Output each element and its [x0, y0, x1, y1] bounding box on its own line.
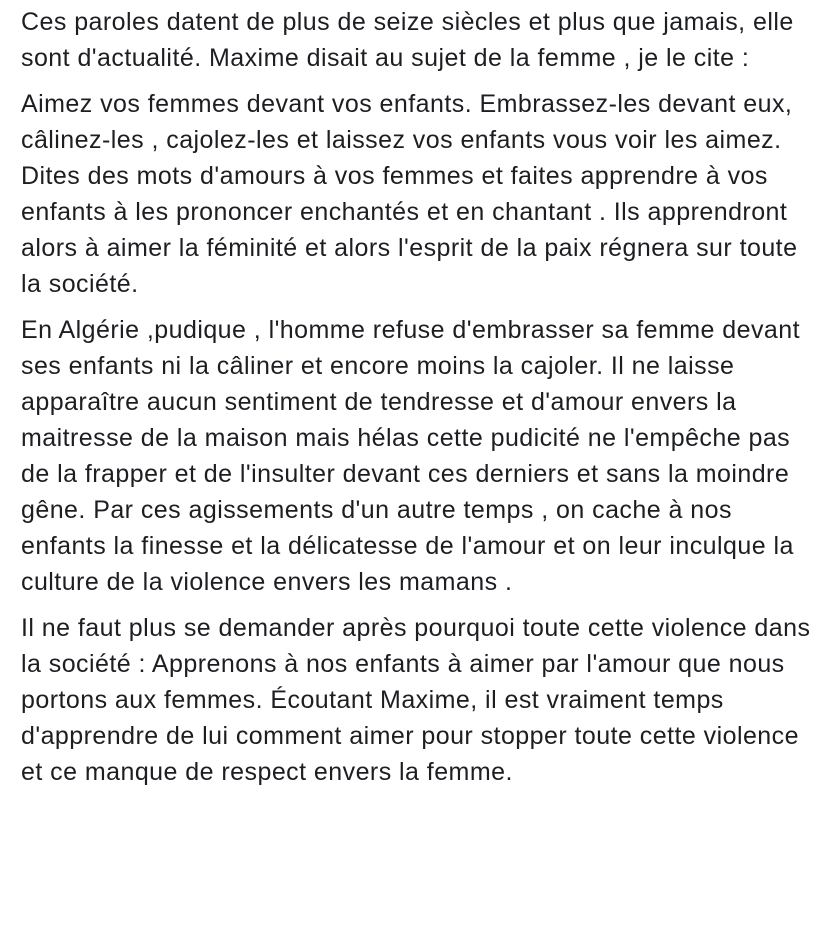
- post-paragraph-3: En Algérie ,pudique , l'homme refuse d'embrasser sa femme devant ses enfants ni la câliner et encore moins la cajoler. Il ne laisse apparaître aucun sentiment de tendresse et d'amour envers la maitresse de la maison mais hélas cette pudicité ne l'empêche pas de la frapper et de l'insulter devant ces derniers et sans la moindre gêne. Par ces agissements d'un autre temps , on cache à nos enfants la finesse et la délicatesse de l'amour et on leur inculque la culture de la violence envers les mamans .: [21, 316, 801, 596]
- post-paragraph-4: Il ne faut plus se demander après pourquoi toute cette violence dans la société : Apprenons à nos enfants à aimer par l'amour que nous portons aux femmes. Écoutant Maxime, il est vraiment temps d'apprendre de lui comment aimer pour stopper toute cette violence et ce manque de respect envers la femme.: [21, 614, 811, 786]
- post-paragraph-2: Aimez vos femmes devant vos enfants. Embrassez-les devant eux, câlinez-les , cajolez-les et laissez vos enfants vous voir les aimez. Dites des mots d'amours à vos femmes et faites apprendre à vos enfants à les prononcer enchantés et en chantant . Ils apprendront alors à aimer la féminité et alors l'esprit de la paix régnera sur toute la société.: [21, 90, 798, 298]
- post-paragraph-1: Ces paroles datent de plus de seize siècles et plus que jamais, elle sont d'actualité. Maxime disait au sujet de la femme , je le cite :: [21, 8, 794, 72]
- post-text-body: [21, 4, 821, 800]
